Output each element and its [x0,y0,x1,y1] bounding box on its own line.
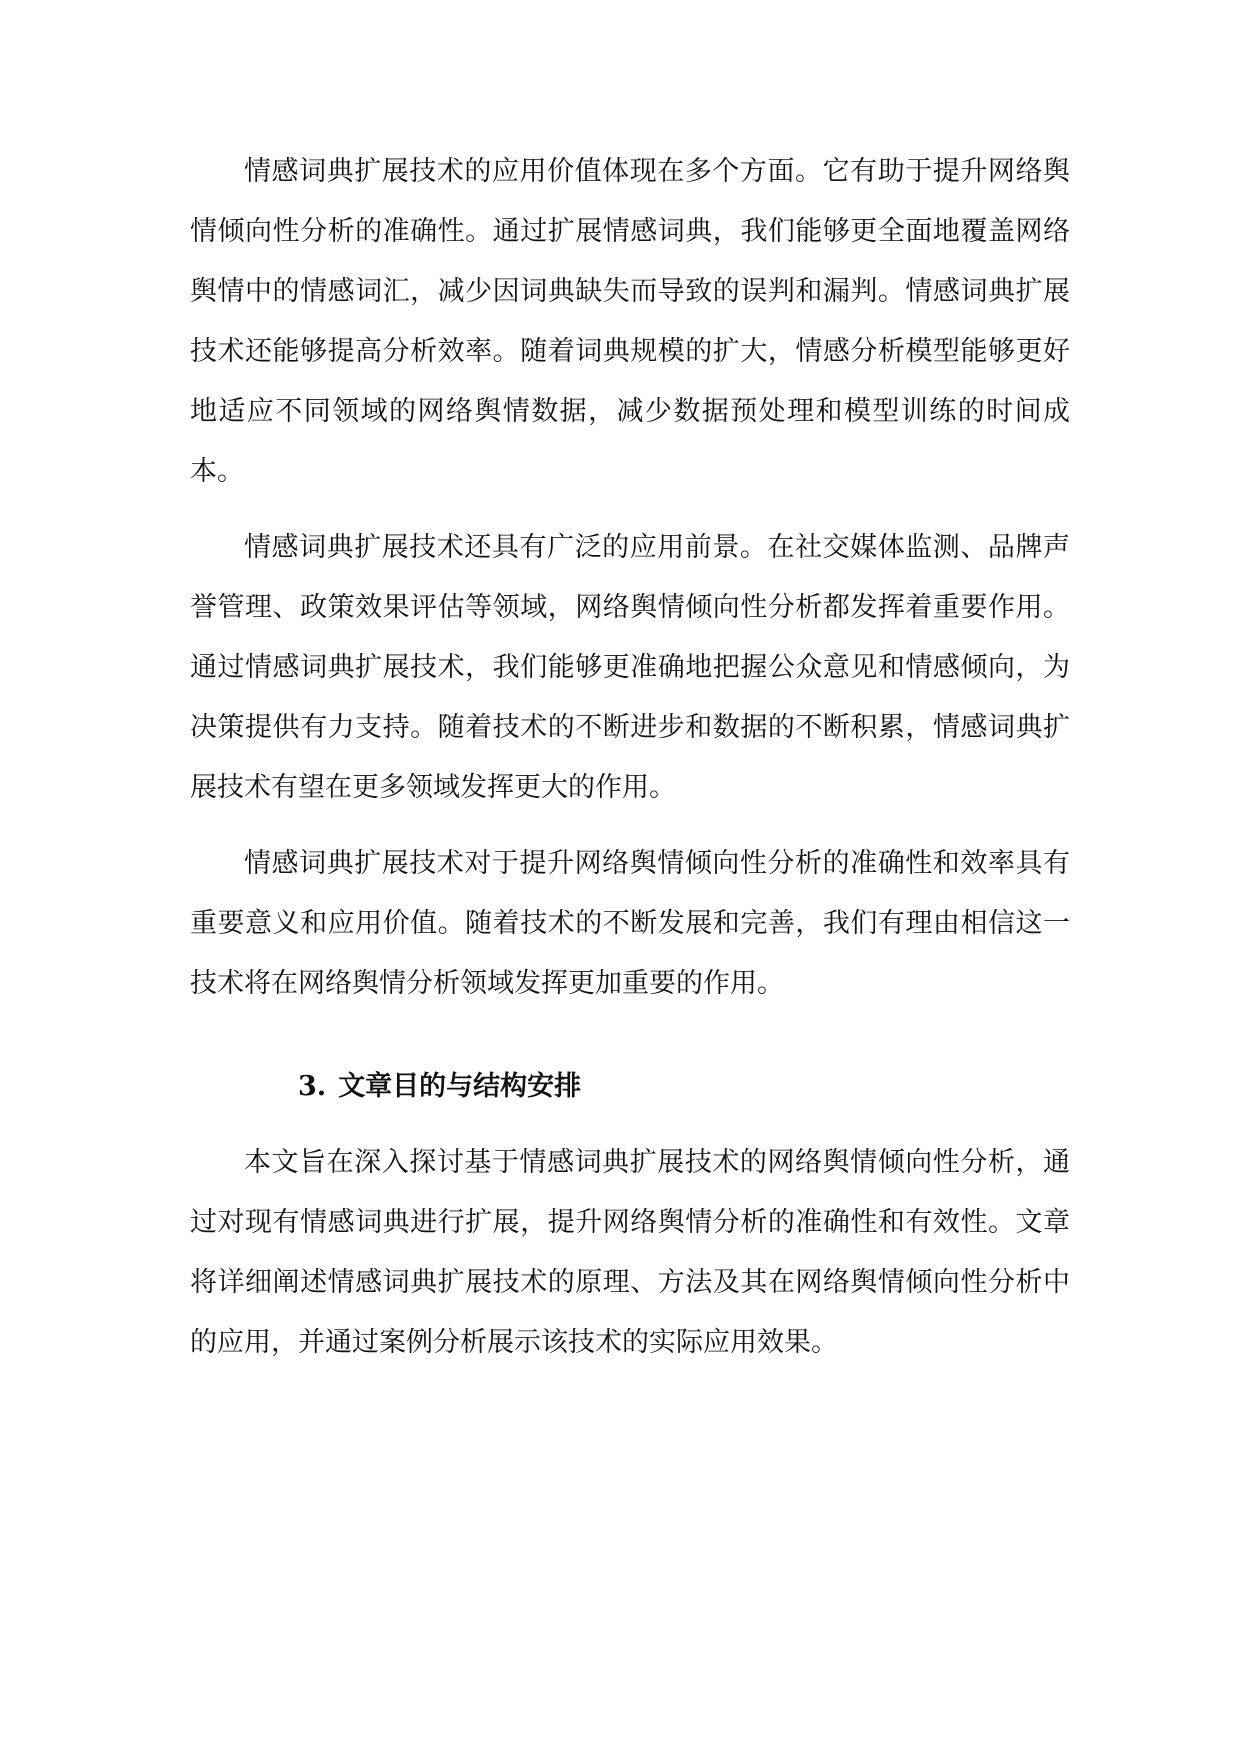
paragraph-application-prospects: 情感词典扩展技术还具有广泛的应用前景。在社交媒体监测、品牌声誉管理、政策效果评估等领域，网络舆情倾向性分析都发挥着重要作用。通过情感词典扩展技术，我们能够更准确地把握公众意见和情感倾向，为决策提供有力支持。随着技术的不断进步和数据的不断积累，情感词典扩展技术有望在更多领域发挥更大的作用。 [190,532,1070,803]
section-title: 文章目的与结构安排 [338,1071,582,1102]
section-number: 3. [298,1071,327,1102]
document-body [190,142,1070,1389]
paragraph-summary: 情感词典扩展技术对于提升网络舆情倾向性分析的准确性和效率具有重要意义和应用价值。随着技术的不断发展和完善，我们有理由相信这一技术将在网络舆情分析领域发挥更加重要的作用。 [190,848,1070,999]
paragraph-application-value: 情感词典扩展技术的应用价值体现在多个方面。它有助于提升网络舆情倾向性分析的准确性。通过扩展情感词典，我们能够更全面地覆盖网络舆情中的情感词汇，减少因词典缺失而导致的误判和漏判。情感词典扩展技术还能够提高分析效率。随着词典规模的扩大，情感分析模型能够更好地适应不同领域的网络舆情数据，减少数据预处理和模型训练的时间成本。 [190,156,1070,487]
section-heading [190,1057,1070,1117]
paragraph-article-purpose: 本文旨在深入探讨基于情感词典扩展技术的网络舆情倾向性分析，通过对现有情感词典进行扩展，提升网络舆情分析的准确性和有效性。文章将详细阐述情感词典扩展技术的原理、方法及其在网络舆情倾向性分析中的应用，并通过案例分析展示该技术的实际应用效果。 [190,1147,1070,1358]
